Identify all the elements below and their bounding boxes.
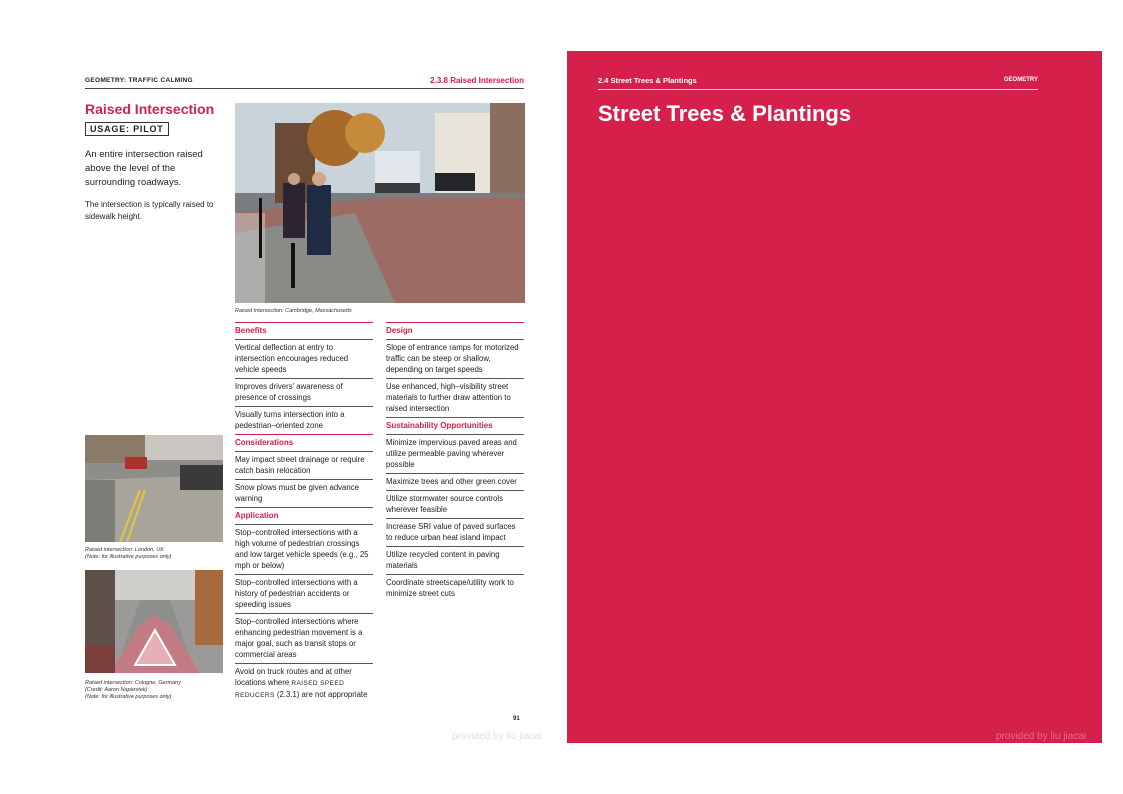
cross-reference: RAISED SPEED REDUCERS bbox=[235, 680, 345, 699]
right-header-section: 2.4 Street Trees & Plantings bbox=[598, 76, 697, 85]
list-item: Utilize recycled content in paving materials bbox=[386, 546, 524, 574]
sub-text: The intersection is typically raised to sidewalk height. bbox=[85, 200, 214, 221]
cologne-photo bbox=[85, 570, 223, 673]
list-item: Visually turns intersection into a pedestrian–oriented zone bbox=[235, 406, 373, 434]
page-title: Raised Intersection bbox=[85, 101, 215, 117]
list-item: Use enhanced, high–visibility street materials to further draw attention to raised intersection bbox=[386, 378, 524, 417]
main-photo-caption: Raised Intersection: Cambridge, Massachusetts bbox=[235, 308, 352, 314]
list-item: Stop–controlled intersections with a high volume of pedestrian crossings and low target vehicle speeds (e.g., 25 mph or below) bbox=[235, 524, 373, 574]
list-item: Coordinate streetscape/utility work to minimize street cuts bbox=[386, 574, 524, 602]
header-divider bbox=[85, 88, 524, 89]
list-item: Stop–controlled intersections where enhancing pedestrian movement is a major goal, such as transit stops or commercial areas bbox=[235, 613, 373, 663]
list-item: Stop–controlled intersections with a history of pedestrian accidents or speeding issues bbox=[235, 574, 373, 613]
list-item: Snow plows must be given advance warning bbox=[235, 479, 373, 507]
watermark: provided by liu jiacai bbox=[996, 731, 1087, 742]
item-text: Avoid on truck routes and at other locations where bbox=[235, 667, 352, 687]
item-text: (2.3.1) are not appropriate bbox=[274, 690, 368, 699]
right-header-divider bbox=[598, 89, 1038, 90]
caption-line: Raised intersection: Cologne, Germany bbox=[85, 680, 181, 686]
watermark: provided by liu jiacai bbox=[452, 731, 543, 742]
list-item: Vertical deflection at entry to intersection encourages reduced vehicle speeds bbox=[235, 339, 373, 378]
caption-line: (Note: for illustrative purposes only) bbox=[85, 694, 172, 700]
london-photo bbox=[85, 435, 223, 542]
header-topic-label: 2.3.8 Raised Intersection bbox=[430, 76, 524, 85]
list-item: May impact street drainage or require catch basin relocation bbox=[235, 451, 373, 479]
page-number: 91 bbox=[513, 716, 520, 722]
list-item: Slope of entrance ramps for motorized traffic can be steep or shallow, depending on target speeds bbox=[386, 339, 524, 378]
caption-line: (Note: for illustrative purposes only) bbox=[85, 554, 172, 560]
lead-text: An entire intersection raised above the level of the surrounding roadways. bbox=[85, 149, 203, 188]
design-heading: Design bbox=[386, 322, 524, 339]
list-item: Improves drivers' awareness of presence of crossings bbox=[235, 378, 373, 406]
caption-line: (Credit: Aaron Naparstek) bbox=[85, 687, 148, 693]
column-right bbox=[386, 322, 524, 602]
column-left bbox=[235, 322, 373, 704]
list-item: Minimize impervious paved areas and utilize permeable paving wherever possible bbox=[386, 434, 524, 473]
list-item: Increase SRI value of paved surfaces to reduce urban heat island impact bbox=[386, 518, 524, 546]
considerations-heading: Considerations bbox=[235, 434, 373, 451]
caption-line: Raised intersection: London, UK bbox=[85, 547, 164, 553]
benefits-heading: Benefits bbox=[235, 322, 373, 339]
list-item bbox=[235, 663, 373, 704]
list-item: Utilize stormwater source controls wherever feasible bbox=[386, 490, 524, 518]
main-photo bbox=[235, 103, 525, 303]
list-item: Maximize trees and other green cover bbox=[386, 473, 524, 490]
right-page bbox=[567, 51, 1102, 743]
application-heading: Application bbox=[235, 507, 373, 524]
header-section-label: GEOMETRY: TRAFFIC CALMING bbox=[85, 77, 193, 84]
sustainability-heading: Sustainability Opportunities bbox=[386, 417, 524, 434]
cologne-photo-caption bbox=[85, 680, 225, 701]
right-header-category: GEOMETRY bbox=[1003, 77, 1038, 83]
london-photo-caption bbox=[85, 547, 225, 561]
right-page-title: Street Trees & Plantings bbox=[598, 101, 852, 126]
usage-badge: USAGE: PILOT bbox=[85, 122, 169, 136]
